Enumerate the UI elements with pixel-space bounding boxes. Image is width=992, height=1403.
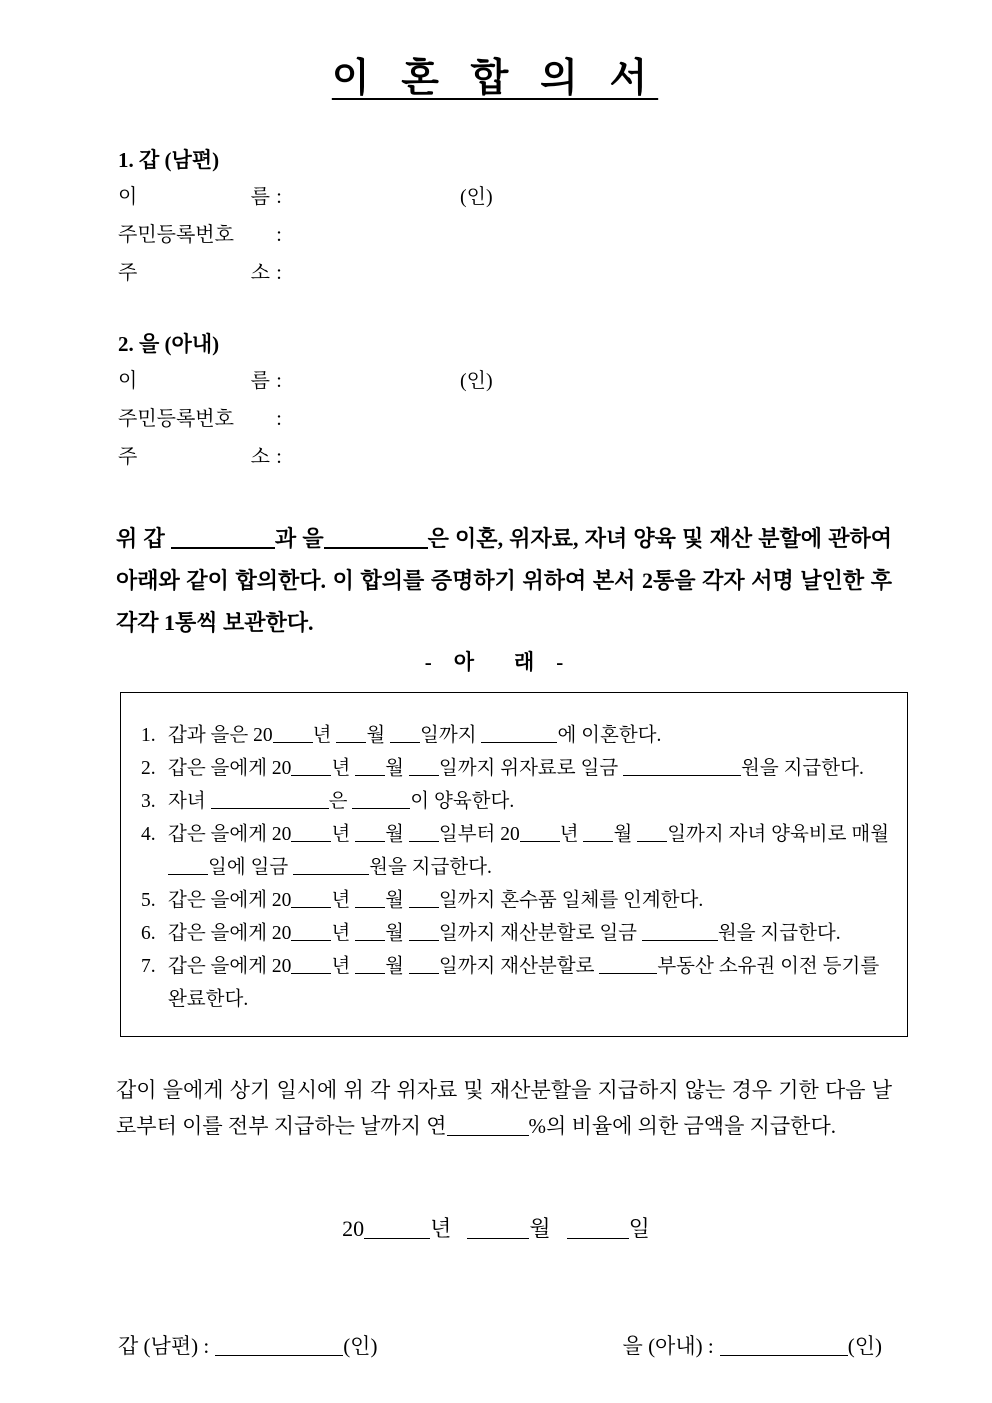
below-header-char-a: 아 <box>453 650 478 674</box>
field-row-resident-id-wife <box>118 409 818 429</box>
agreement-paragraph <box>116 518 892 644</box>
clause-text <box>168 917 893 950</box>
agreement-text-part3: 은 이혼, 위자료, 자녀 양육 및 재산 분할에 관하여 아래와 같이 합의한다. 이 합의를 증명하기 위하여 본서 2통을 각자 서명 날인한 후 각각 1통씩 보관한다. <box>116 526 892 635</box>
clause-blank[interactable] <box>293 855 369 876</box>
clause-segment: 월 <box>613 824 638 845</box>
clause-item <box>141 719 893 752</box>
clause-segment: 갑은 을에게 20 <box>168 824 292 845</box>
clause-segment: 자녀 <box>168 791 211 812</box>
date-day-blank[interactable] <box>567 1216 629 1239</box>
date-year-label: 년 <box>430 1216 452 1241</box>
clause-number: 4. <box>141 824 156 845</box>
clause-blank[interactable] <box>336 723 366 744</box>
interest-text-part1: 갑이 을에게 상기 일시에 위 각 위자료 및 재산분할을 지급하지 않는 경우 기한 다음 날로부터 이를 전부 지급하는 날까지 연 <box>116 1078 892 1138</box>
clause-number: 2. <box>141 758 156 779</box>
agreement-text-part1: 위 갑 <box>116 526 171 551</box>
clause-blank[interactable] <box>291 921 331 942</box>
seal-mark-husband: (인) <box>460 186 493 208</box>
field-row-address-husband <box>118 263 818 283</box>
field-row-name-wife <box>118 371 818 391</box>
clause-segment: 갑은 을에게 20 <box>168 890 292 911</box>
clause-segment: 일까지 위자료로 일금 <box>438 758 624 779</box>
signature-blank-husband[interactable] <box>215 1334 343 1356</box>
clause-blank[interactable] <box>599 954 657 975</box>
signature-label-husband: 갑 (남편) : <box>118 1334 210 1358</box>
colon-resident-id-husband: : <box>276 224 282 246</box>
clause-blank[interactable] <box>355 822 385 843</box>
colon-address-wife: : <box>276 446 282 468</box>
signature-blank-wife[interactable] <box>720 1334 848 1356</box>
clause-blank[interactable] <box>355 954 385 975</box>
clause-segment: 은 <box>328 791 353 812</box>
agreement-blank-wife-name[interactable] <box>324 524 428 549</box>
below-header-dash-left: - <box>424 650 436 674</box>
signature-block-husband <box>118 1330 377 1360</box>
clause-blank[interactable] <box>481 723 557 744</box>
below-header-char-rae: 래 <box>514 650 539 674</box>
clause-number: 6. <box>141 923 156 944</box>
clause-segment: 일까지 재산분할로 <box>438 956 600 977</box>
date-year-blank[interactable] <box>364 1216 430 1239</box>
clause-segment: 월 <box>385 923 409 944</box>
clause-blank[interactable] <box>273 723 313 744</box>
clause-segment: 원을 지급한다. <box>717 923 841 944</box>
clause-blank[interactable] <box>291 888 331 909</box>
clause-segment: 일에 일금 <box>208 857 294 878</box>
clause-blank[interactable] <box>409 822 439 843</box>
party-block-husband <box>118 150 818 301</box>
date-prefix: 20 <box>342 1216 365 1241</box>
clause-blank[interactable] <box>352 789 410 810</box>
clause-list <box>121 693 907 1016</box>
clause-segment: 일까지 재산분할로 일금 <box>438 923 642 944</box>
clause-text <box>168 719 893 752</box>
clause-segment: 일까지 혼수품 일체를 인계한다. <box>438 890 704 911</box>
signature-seal-husband: (인) <box>343 1334 378 1358</box>
clause-blank[interactable] <box>168 855 208 876</box>
clause-segment: 에 이혼한다. <box>557 725 662 746</box>
clause-segment: 월 <box>385 824 409 845</box>
resident-id-label-wife: 주민등록번호 <box>118 408 234 430</box>
clause-segment: 원을 지급한다. <box>741 758 864 779</box>
date-day-label: 일 <box>628 1216 650 1241</box>
clause-number: 7. <box>141 956 156 977</box>
clause-blank[interactable] <box>409 756 439 777</box>
colon-resident-id-wife: : <box>276 408 282 430</box>
clause-segment: 갑은 을에게 20 <box>168 956 292 977</box>
clause-item <box>141 752 893 785</box>
field-row-address-wife <box>118 447 818 467</box>
signature-block-wife <box>623 1330 882 1360</box>
clause-segment: 년 <box>331 824 356 845</box>
clause-blank[interactable] <box>409 921 439 942</box>
clause-segment: 이 양육한다. <box>410 791 515 812</box>
clause-segment: 일까지 <box>420 725 482 746</box>
clause-segment: 갑과 을은 20 <box>168 725 273 746</box>
colon-name-wife: : <box>276 370 282 392</box>
agreement-blank-husband-name[interactable] <box>171 524 275 549</box>
page-title-text: 이 혼 합 의 서 <box>331 57 659 100</box>
signature-label-wife: 을 (아내) : <box>622 1334 714 1358</box>
seal-mark-wife: (인) <box>460 370 493 392</box>
date-line <box>0 1212 992 1243</box>
clause-segment: 원을 지급한다. <box>369 857 492 878</box>
page-title <box>0 56 992 103</box>
below-header <box>0 646 992 676</box>
name-label-wife: 이 름 <box>118 370 270 392</box>
clause-item <box>141 785 893 818</box>
interest-rate-blank[interactable] <box>447 1114 529 1136</box>
colon-name-husband: : <box>276 186 282 208</box>
clause-text <box>168 785 893 818</box>
clause-blank[interactable] <box>355 921 385 942</box>
resident-id-label-husband: 주민등록번호 <box>118 224 234 246</box>
clause-blank[interactable] <box>583 822 613 843</box>
clause-segment: 갑은 을에게 20 <box>168 923 292 944</box>
clause-blank[interactable] <box>409 954 439 975</box>
clause-blank[interactable] <box>291 822 331 843</box>
party-block-wife <box>118 334 818 485</box>
clause-number: 1. <box>141 725 156 746</box>
clause-number: 3. <box>141 791 156 812</box>
agreement-text-part2: 과 을 <box>274 526 324 551</box>
clause-segment: 년 <box>331 890 356 911</box>
party-heading-husband: 1. 갑 (남편) <box>118 148 220 172</box>
clause-item <box>141 884 893 917</box>
clause-item <box>141 950 893 1016</box>
clause-blank[interactable] <box>409 888 439 909</box>
clause-segment: 년 <box>331 956 356 977</box>
clause-item <box>141 917 893 950</box>
clause-number: 5. <box>141 890 156 911</box>
clause-segment: 년 <box>559 824 584 845</box>
clause-box <box>120 692 908 1037</box>
below-header-dash-right: - <box>556 650 568 674</box>
name-label-husband: 이 름 <box>118 186 270 208</box>
clause-text <box>168 752 893 785</box>
interest-text-part2: %의 비율에 의한 금액을 지급한다. <box>528 1114 837 1138</box>
field-row-resident-id-husband <box>118 225 818 245</box>
clause-blank[interactable] <box>291 954 331 975</box>
clause-blank[interactable] <box>642 921 718 942</box>
clause-blank[interactable] <box>520 822 560 843</box>
clause-blank[interactable] <box>623 756 741 777</box>
clause-segment: 일부터 20 <box>438 824 520 845</box>
field-row-name-husband <box>118 187 818 207</box>
clause-segment: 갑은 을에게 20 <box>168 758 292 779</box>
clause-text <box>168 950 893 1016</box>
clause-segment: 부동산 소유권 이전 등기를 완료한다. <box>168 956 880 1010</box>
signature-row <box>118 1330 882 1360</box>
clause-segment: 월 <box>385 890 409 911</box>
clause-blank[interactable] <box>211 789 329 810</box>
clause-segment: 년 <box>331 923 356 944</box>
clause-segment: 일까지 자녀 양육비로 매월 <box>667 824 890 845</box>
clause-blank[interactable] <box>390 723 420 744</box>
clause-text <box>168 884 893 917</box>
clause-blank[interactable] <box>291 756 331 777</box>
clause-blank[interactable] <box>355 888 385 909</box>
clause-segment: 년 <box>312 725 337 746</box>
clause-segment: 월 <box>385 956 409 977</box>
party-heading-wife: 2. 을 (아내) <box>118 332 220 356</box>
clause-text <box>168 818 893 884</box>
clause-segment: 년 <box>331 758 356 779</box>
signature-seal-wife: (인) <box>847 1334 882 1358</box>
clause-blank[interactable] <box>355 756 385 777</box>
clause-item <box>141 818 893 884</box>
clause-segment: 월 <box>366 725 391 746</box>
address-label-husband: 주 소 <box>118 262 270 284</box>
interest-paragraph <box>116 1072 892 1144</box>
date-month-blank[interactable] <box>467 1216 529 1239</box>
colon-address-husband: : <box>276 262 282 284</box>
address-label-wife: 주 소 <box>118 446 270 468</box>
clause-blank[interactable] <box>637 822 667 843</box>
date-month-label: 월 <box>529 1216 551 1241</box>
clause-segment: 월 <box>385 758 409 779</box>
